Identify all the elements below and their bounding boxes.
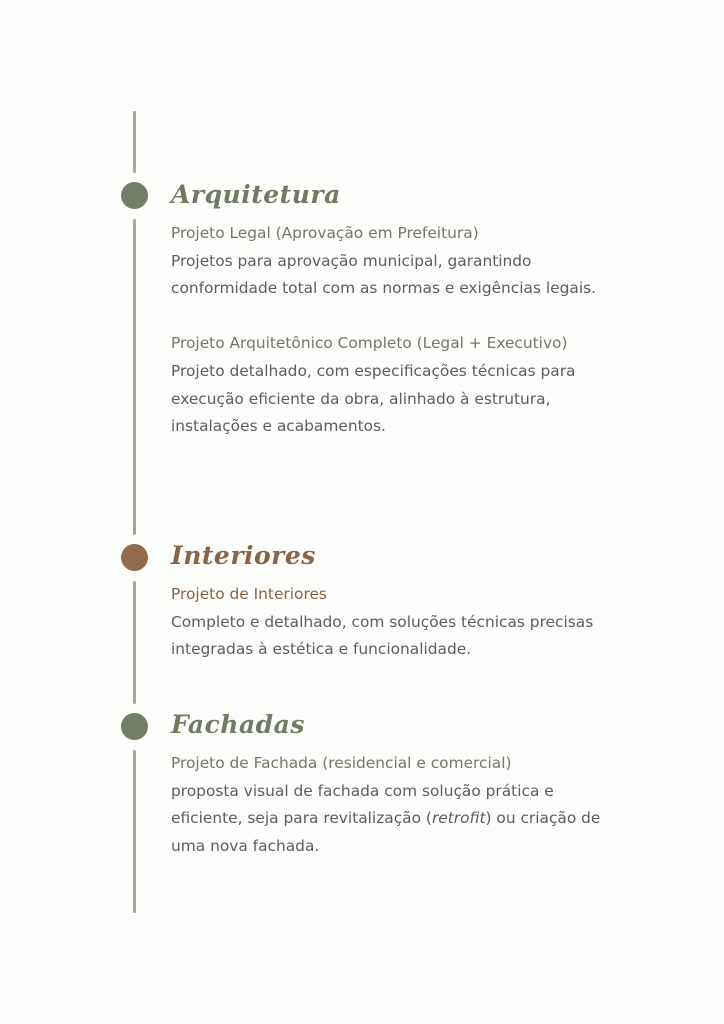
section-interiores (171, 539, 601, 664)
section-title: Arquitetura (171, 180, 341, 209)
timeline-dot-arquitetura (121, 182, 148, 209)
service-item (171, 330, 601, 440)
service-description: Projeto detalhado, com especificações técnicas para execução eficiente da obra, alinhado à estrutura, instalações e acabamentos. (171, 361, 576, 436)
description-text: ) ou criação de uma nova fachada. (171, 809, 601, 855)
service-subtitle: Projeto Arquitetônico Completo (Legal + Executivo) (171, 334, 568, 353)
service-item (171, 220, 601, 303)
section-title: Interiores (171, 541, 316, 570)
service-subtitle: Projeto de Fachada (residencial e comercial) (171, 754, 512, 772)
timeline-line (133, 111, 136, 173)
timeline-line (133, 581, 136, 704)
service-description: Completo e detalhado, com soluções técnicas precisas integradas à estética e funcionalidade. (171, 612, 594, 659)
section-title: Fachadas (171, 710, 305, 739)
timeline-dot-interiores (121, 544, 148, 571)
service-description (171, 778, 601, 861)
section-arquitetura (171, 178, 601, 441)
service-subtitle: Projeto Legal (Aprovação em Prefeitura) (171, 224, 479, 242)
service-description: Projetos para aprovação municipal, garantindo conformidade total com as normas e exigências legais. (171, 251, 597, 298)
timeline-line (133, 219, 136, 535)
timeline-dot-fachadas (121, 713, 148, 740)
section-fachadas (171, 708, 601, 860)
description-italic: retrofit (431, 809, 486, 828)
service-subtitle: Projeto de Interiores (171, 585, 327, 603)
service-item (171, 581, 601, 664)
service-item (171, 750, 601, 860)
timeline-line (133, 750, 136, 913)
description-text: proposta visual de fachada com solução prática e eficiente, seja para revitalização ( (171, 781, 554, 828)
